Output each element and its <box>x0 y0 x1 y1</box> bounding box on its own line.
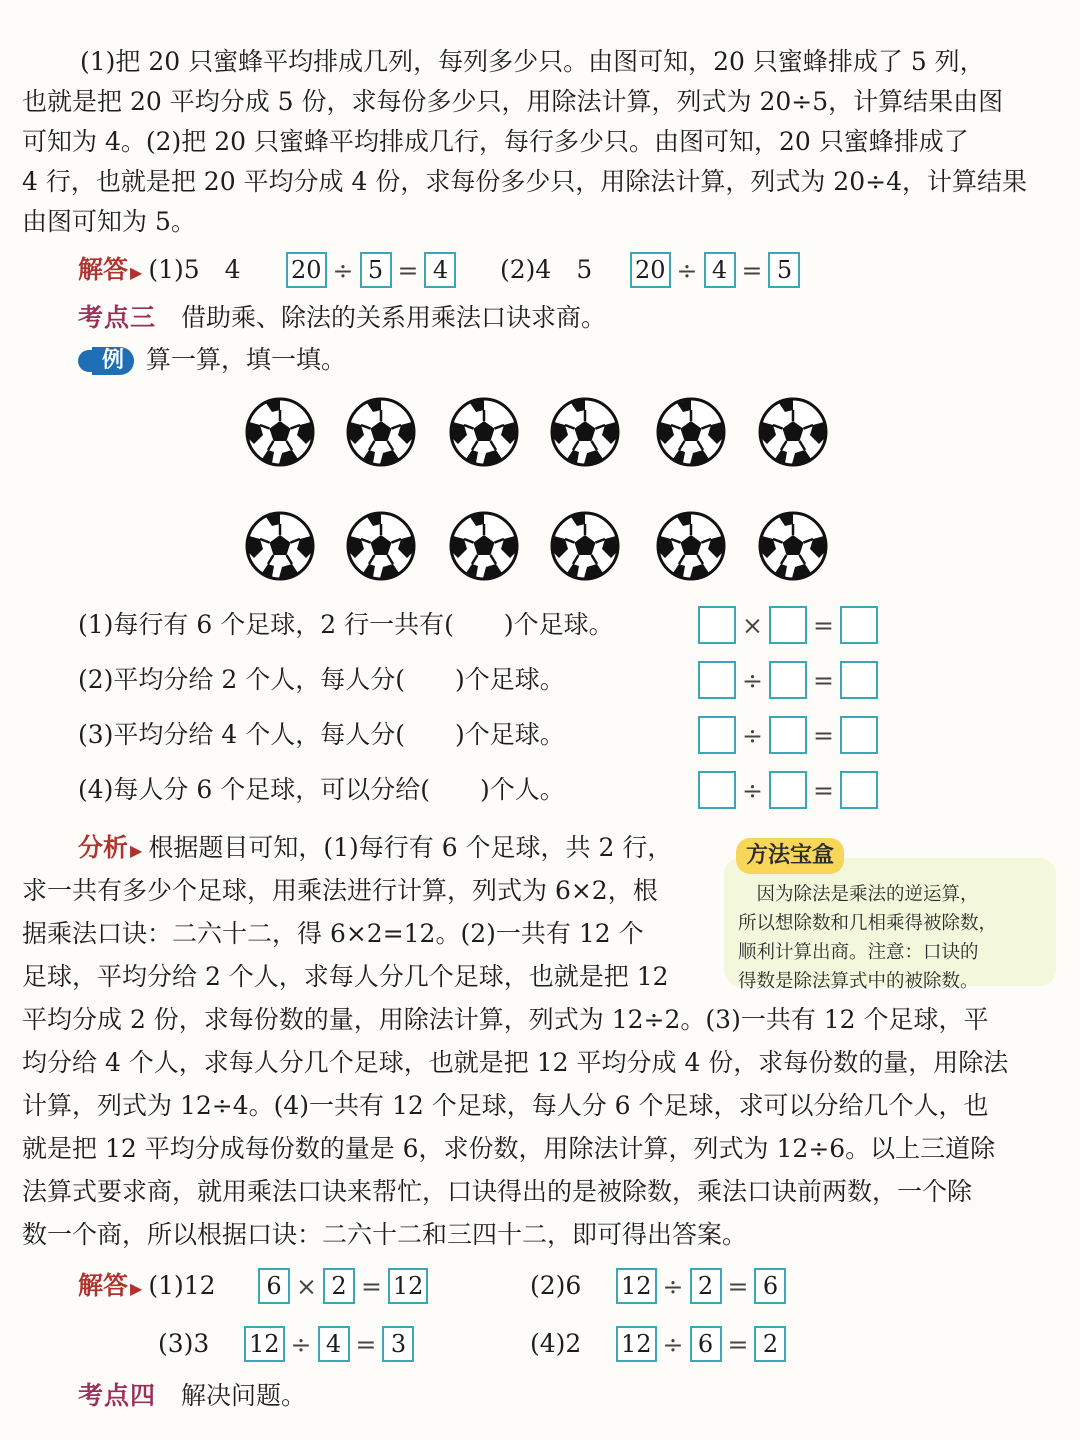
intro-line-4: 4 行，也就是把 20 平均分成 4 份，求每份多少只，用除法计算，列式为 20÷4，计算结果 <box>22 167 1027 196</box>
question-1-equation: × = <box>698 605 878 645</box>
triangle-arrow-icon: ▶ <box>130 1279 143 1298</box>
answer2-item-2: (2)6 <box>530 1271 582 1300</box>
soccer-ball-icon <box>247 513 313 579</box>
question-4: (4)每人分 6 个足球，可以分给( )个人。 <box>78 775 565 804</box>
triangle-arrow-icon: ▶ <box>130 841 143 860</box>
triangle-arrow-icon: ▶ <box>130 263 143 282</box>
section-4-heading: 考点四 解决问题。 <box>78 1381 307 1410</box>
analysis-line-4: 足球，平均分给 2 个人，求每人分几个足球，也就是把 12 <box>22 962 669 991</box>
answer-label-1: 解答 ▶ (1)5 4 <box>78 255 241 284</box>
example-badge: 例 <box>78 346 134 376</box>
question-3: (3)平均分给 4 个人，每人分( )个足球。 <box>78 720 565 749</box>
analysis-line-8: 就是把 12 平均分成每份数的量是 6，求份数，用除法计算，列式为 12÷6。以上三道除 <box>22 1134 996 1163</box>
answer-box[interactable] <box>769 606 807 644</box>
analysis-line-5: 平均分成 2 份，求每份数的量，用除法计算，列式为 12÷2。(3)一共有 12 个足球，平 <box>22 1005 989 1034</box>
answer2-equation-4: 12 ÷ 6 = 2 <box>616 1324 786 1364</box>
soccer-ball-icon <box>348 513 414 579</box>
answer-box[interactable] <box>840 661 878 699</box>
intro-line-1: (1)把 20 只蜜蜂平均排成几列，每列多少只。由图可知，20 只蜜蜂排成了 5 列， <box>80 47 985 76</box>
answer2-item-3: (3)3 <box>158 1329 210 1358</box>
intro-line-5: 由图可知为 5。 <box>22 207 196 236</box>
answer2-item-4: (4)2 <box>530 1329 582 1358</box>
question-2-equation: ÷ = <box>698 660 878 700</box>
answer2-equation-2: 12 ÷ 2 = 6 <box>616 1266 786 1306</box>
soccer-ball-icon <box>552 399 618 465</box>
soccer-ball-icon <box>760 399 826 465</box>
analysis-line-9: 法算式要求商，就用乘法口诀来帮忙，口诀得出的是被除数，乘法口诀前两数，一个除 <box>22 1177 973 1206</box>
answer-box[interactable] <box>769 661 807 699</box>
soccer-ball-icon <box>247 399 313 465</box>
soccer-ball-icon <box>451 513 517 579</box>
example-instruction: 算一算，填一填。 <box>146 345 347 374</box>
analysis-line-7: 计算，列式为 12÷4。(4)一共有 12 个足球，每人分 6 个足球，求可以分给几个人，也 <box>22 1091 989 1120</box>
soccer-ball-icon <box>348 399 414 465</box>
answer1-equation-2: 20 ÷ 4 = 5 <box>630 250 800 290</box>
answer1-part2-text: (2)4 5 <box>500 255 593 284</box>
intro-line-3: 可知为 4。(2)把 20 只蜜蜂平均排成几行，每行多少只。由图可知，20 只蜜蜂排成了 <box>22 127 969 156</box>
question-2: (2)平均分给 2 个人，每人分( )个足球。 <box>78 665 565 694</box>
answer-box[interactable] <box>698 716 736 754</box>
answer-box[interactable] <box>698 661 736 699</box>
soccer-ball-icon <box>658 399 724 465</box>
answer2-equation-1: 6 × 2 = 12 <box>258 1266 428 1306</box>
analysis-line-10: 数一个商，所以根据口诀：二六十二和三四十二，即可得出答案。 <box>22 1220 748 1249</box>
answer-box[interactable] <box>840 716 878 754</box>
answer-box[interactable] <box>698 606 736 644</box>
soccer-ball-icon <box>658 513 724 579</box>
answer-box[interactable] <box>769 716 807 754</box>
intro-line-2: 也就是把 20 平均分成 5 份，求每份多少只，用除法计算，列式为 20÷5，计算结果由图 <box>22 87 1004 116</box>
answer2-equation-3: 12 ÷ 4 = 3 <box>244 1324 414 1364</box>
analysis-line-1: 分析 ▶ 根据题目可知，(1)每行有 6 个足球，共 2 行， <box>78 833 673 862</box>
answer-box[interactable] <box>840 606 878 644</box>
soccer-ball-icon <box>451 399 517 465</box>
question-1: (1)每行有 6 个足球，2 行一共有( )个足球。 <box>78 610 614 639</box>
answer-box[interactable] <box>769 771 807 809</box>
answer-box[interactable] <box>698 771 736 809</box>
question-3-equation: ÷ = <box>698 715 878 755</box>
answer-label-2: 解答 ▶ (1)12 <box>78 1271 216 1300</box>
question-4-equation: ÷ = <box>698 770 878 810</box>
soccer-ball-icon <box>552 513 618 579</box>
method-box-title: 方法宝盒 <box>736 838 844 874</box>
answer-box[interactable] <box>840 771 878 809</box>
method-box: 因为除法是乘法的逆运算， 所以想除数和几相乘得被除数， 顺利计算出商。注意：口诀的 得数是除法算式中的被除数。 <box>724 858 1056 986</box>
section-3-heading: 考点三 借助乘、除法的关系用乘法口诀求商。 <box>78 303 607 332</box>
soccer-ball-grid <box>0 0 1080 600</box>
analysis-line-6: 均分给 4 个人，求每人分几个足球，也就是把 12 平均分成 4 份，求每份数的量，用除法 <box>22 1048 1009 1077</box>
answer1-equation-1: 20 ÷ 5 = 4 <box>286 250 456 290</box>
soccer-ball-icon <box>760 513 826 579</box>
analysis-line-3: 据乘法口诀：二六十二，得 6×2=12。(2)一共有 12 个 <box>22 919 644 948</box>
analysis-line-2: 求一共有多少个足球，用乘法进行计算，列式为 6×2，根 <box>22 876 658 905</box>
